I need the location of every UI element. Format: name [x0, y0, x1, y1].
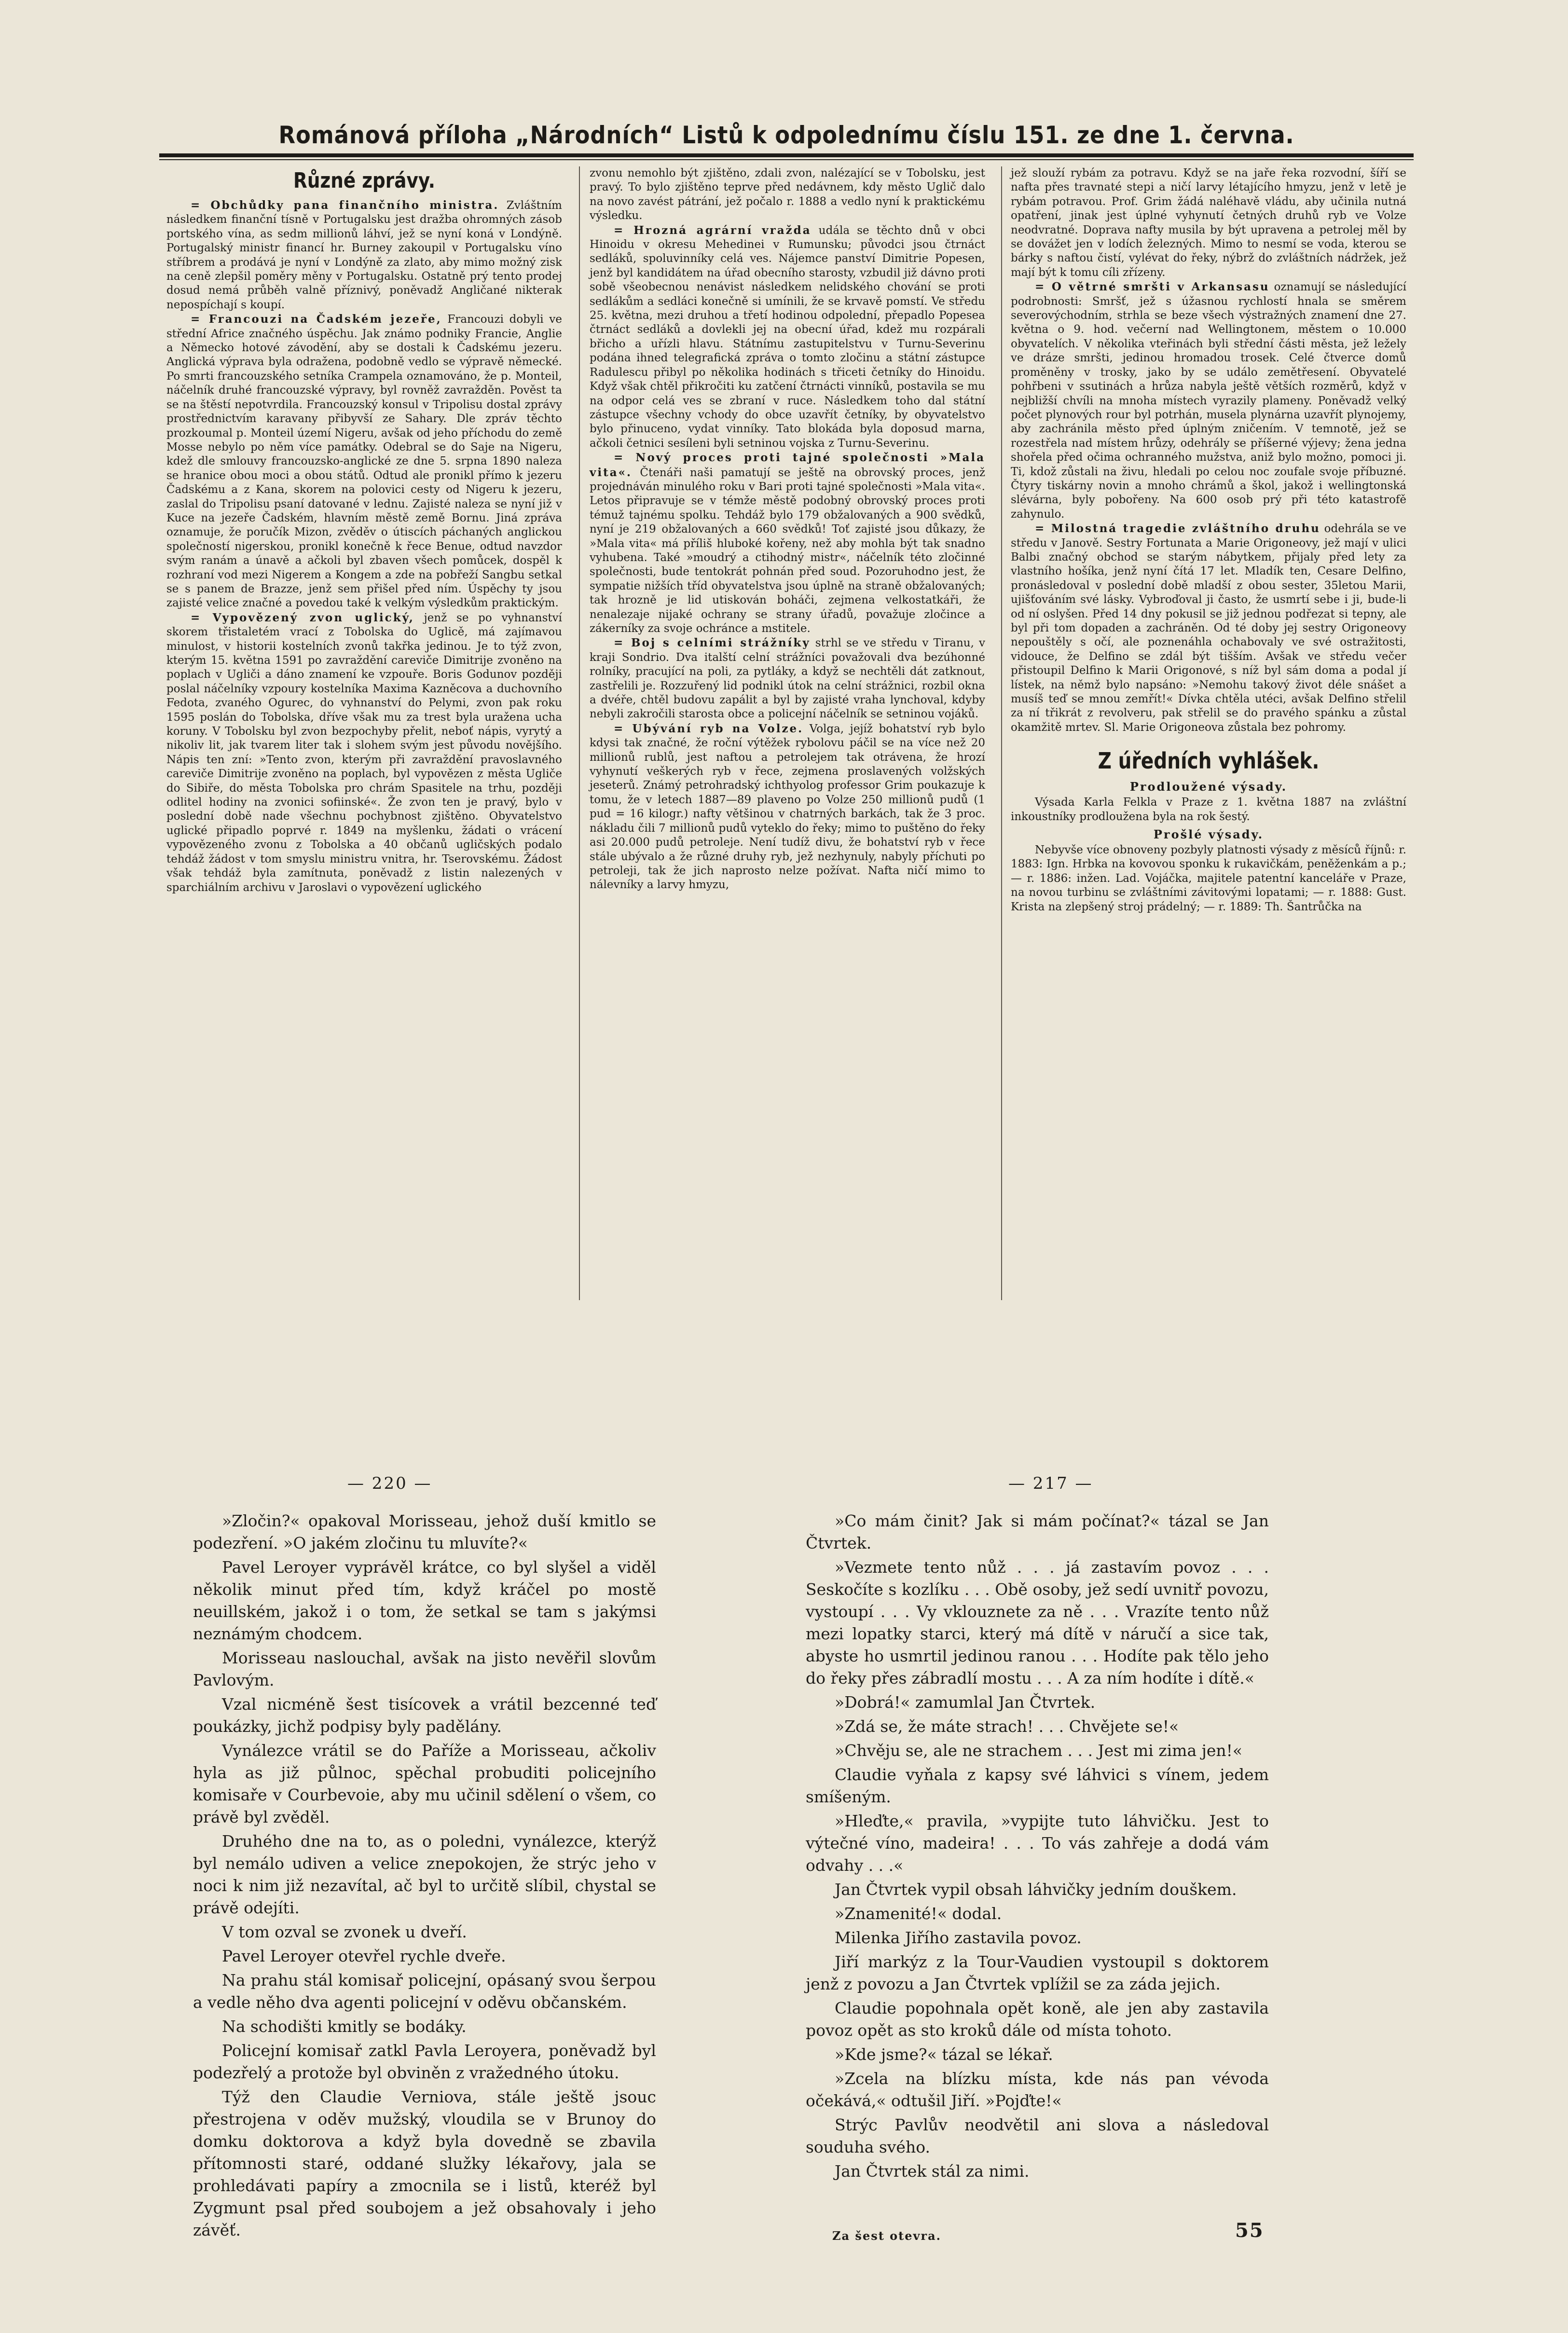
section-title-official: Z úředních vyhlášek.: [1098, 748, 1320, 774]
news-column-2: [590, 166, 985, 1300]
news-item-text: Francouzi dobyli ve střední Africe značného úspěchu. Jak známo podniky Francie, Anglie a Německo hotové závodění, aby se dostali k Čadskému jezeru. Anglická výprava byla odražena, podobně vedlo se výpravě německé. Po smrti francouzského setníka Crampela oznamováno, že p. Monteil, náčelník druhé francouzské výpravy, byl rovněž zavražděn. Pověst ta se na štěstí nepotvrdila. Francouzský konsul v Tripolisu dostal zprávy prostřednictvím karavany přibyvší ze Sahary. Dle zpráv těchto prozkoumal p. Monteil území Nigeru, avšak od jeho příchodu do země Mosse nebylo po něm více památky. Odebral se do Saje na Nigeru, kdež dle smlouvy francouzsko-anglické ze dne 5. srpna 1890 naleza se hranice obou moci a obou států. Odtud ale pronikl přímo k jezeru Čadskému a z Kana, skorem na polovici cesty od Nigeru k jezeru, zaslal do Tripolisu psaní datované v lednu. Zajisté naleza se nyní již v Kuce na jezeře Čadském, hlavním městě země Bornu. Jiná zpráva oznamuje, že poručík Mizon, zvěděv o útiscích páchaných anglickou společností nigerskou, pronikl konečně k řece Benue, odtud navzdor svým ranám a únavě a ačkoli byl zbaven všech pomůcek, dospěl k rozhraní vod mezi Nigerem a Kongem a zde na pobřeží Sangbu setkal se s panem de Brazze, jenž sem přišel před ním. Úspěchy ty jsou zajisté velice značné a povedou také k velkým výsledkům praktickým.: [166, 313, 562, 610]
news-item-heading: = Obchůdky pana finančního ministra.: [191, 199, 499, 212]
sheet-number: 55: [1235, 2219, 1264, 2242]
news-item: [166, 611, 562, 895]
novel-paragraph: Jan Čtvrtek stál za nimi.: [835, 2162, 1030, 2181]
subsection-title: Prošlé výsady.: [1153, 827, 1264, 842]
news-item: [1011, 521, 1406, 735]
news-column-3: [1011, 166, 1406, 1300]
column-divider: [579, 166, 580, 1300]
novel-page-number-right: — 217 —: [1008, 1474, 1093, 1493]
news-item: [590, 636, 985, 721]
masthead: Románová příloha „Národních“ Listů k odpolednímu číslu 151. ze dne 1. června.: [278, 121, 1294, 149]
news-item-heading: = Vypovězený zvon uglický,: [191, 611, 414, 624]
novel-paragraph: Na prahu stál komisař policejní, opásaný svou šerpou a vedle něho dva agenti policejní v oděvu občanském.: [193, 1971, 656, 2012]
news-item-text: udála se těchto dnů v obci Hinoidu v okresu Mehedinei v Rumunsku; původci jsou čtrnáct sedláků, spoluvinníky celá ves. Nájemce panství Dimitrie Popesen, jenž byl kandidátem na úřad obecního starosty, vzbudil již dávno proti sobě všeobecnou nenávist následkem nelidského chování se proti sedlákům a sedláci konečně si umínili, že se krvavě pomstí. Ve středu 25. května, mezi druhou a třetí hodinou odpolední, přepadlo Popesea čtrnáct sedláků a dovlekli jej na obecní úřad, kdež mu rozpárali břicho a uřízli hlavu. Státnímu zastupitelstvu v Turnu-Severinu podána ihned telegrafická zpráva o tomto zločinu a státní zástupce Radulescu přibyl po několika hodinách s třiceti četníky do Hinoidu. Když však chtěl přikročiti ku zatčení čtrnácti vinníků, postavila se mu na odpor celá ves se zbraní v ruce. Následkem toho dal státní zástupce všechny vchody do obce uzavřít četníky, by obyvatelstvo bylo přinuceno, vydat vinníky. Tato blokáda byla doposud marna, ačkoli četnici sesíleni byli setninou vojska z Turnu-Severinu.: [590, 224, 985, 450]
news-item-text: odehrála se ve středu v Janově. Sestry Fortunata a Marie Origoneovy, jež mají v ulici Balbi značný obchod se starým nábytkem, přijaly před lety za vlastního hošíka, jenž nyní čítá 17 let. Mladík ten, Cesare Delfino, pronásledoval v poslední době mladší z obou sester, 35letou Marii, ujišťováním své lásky. Vybroďoval ji často, že usmrtí sebe i ji, bude-li od ní oslyšen. Před 14 dny pokusil se již jednou podřezat si tepny, ale byl při tom dopaden a zachráněn. Od té doby jej sestry Origoneovy nepouštěly s očí, ale poznenáhla ochabovaly ve své ostražitosti, vidouce, že Delfino se zdál být tišším. Avšak ve středu večer přistoupil Delfino k Marii Origonové, s níž byl sám doma a podal jí lístek, na němž bylo napsáno: »Nemohu takový život déle snášet a musíš teď se mnou zemřít!« Dívka chtěla utéci, avšak Delfino střelil za ní třikrát z revolveru, pak střelil se do pravého spánku a zůstal okamžitě mrtev. Sl. Marie Origoneova zůstala bez pohromy.: [1011, 522, 1406, 734]
section-title-news: Různé zprávy.: [293, 168, 435, 193]
news-item-text: Zvláštním následkem finanční tísně v Portugalsku jest dražba ohromných zásob portského vína, as sedm millionů láhví, jež se nyní koná v Londýně. Portugalský ministr financí hr. Burney zakoupil v Portugalsku víno stříbrem a prodává je nyní v Londýně za zlato, aby mimo možný zisk na ceně zlepšil poměry měny v Portugalsku. Ostatně prý tento prodej dosud nemá průběh valně příznivý, poněvadž Angličané nikterak nepospíchají s koupí.: [166, 199, 562, 311]
news-item-text: Čtenáři naši pamatují se ještě na obrovský proces, jenž projednáván minulého roku v Bari proti tajné společnosti »Mala vita«. Letos připravuje se v témže městě podobný obrovský proces proti témuž tajnému spolku. Tehdáž bylo 179 obžalovaných a 900 svědků, nyní je 219 obžalovaných a 660 svědků! Toť zajisté jsou důkazy, že »Mala vita« má příliš hluboké kořeny, než aby mohla být tak snadno vyhubena. Také »moudrý a ctihodný mistr«, náčelník této zločinné společnosti, bude tentokrát pohnán před soud. Pozoruhodno jest, že sympatie nižších tříd obyvatelstva jsou úplně na straně obžalovaných; tak hrozně je lid utiskován boháči, zejmena velkostatkáři, že nenalezaje nijaké ochrany se strany úřadů, považuje zločince a zákerníky za svoje ochránce a mstitele.: [590, 466, 985, 635]
novel-paragraph: »Hleďte,« pravila, »vypijte tuto láhvičku. Jest to výtečné víno, madeira! . . . To vás zahřeje a dodá vám odvahy . . .«: [806, 1812, 1269, 1875]
novel-paragraph: Strýc Pavlův neodvětil ani slova a následoval souduha svého.: [806, 2115, 1269, 2156]
novel-page-number-left: — 220 —: [347, 1474, 432, 1493]
novel-paragraph: Vzal nicméně šest tisícovek a vrátil bezcenné teď poukázky, jichž podpisy byly padělány.: [193, 1695, 656, 1736]
official-notice: Nebyvše více obnoveny pozbyly platnosti výsady z měsíců říjnů: r. 1883: Ign. Hrbka na kovovou sponku k rukavičkám, peněženkám a p.; — r. 1886: inžen. Lad. Vojáčka, majitele patentní kanceláře v Praze, na novou turbinu se zvláštními závitovými lopatami; — r. 1888: Gust. Krista na zlepšený stroj prádelný; — r. 1889: Th. Šantrůčka na: [1011, 844, 1406, 913]
novel-paragraph: Policejní komisař zatkl Pavla Leroyera, poněvadž byl podezřelý a protože byl obviněn z vražedného útoku.: [193, 2041, 656, 2082]
novel-paragraph: »Zdá se, že máte strach! . . . Chvějete se!«: [835, 1717, 1179, 1736]
news-item-text: jež slouží rybám za potravu. Když se na jaře řeka rozvodní, šíří se nafta přes travnaté stepi a ničí larvy létajícího hmyzu, jenž v letě je rybám potravou. Prof. Grim žádá naléhavě vládu, aby učinila nutná opatření, jinak jest úplné vyhynutí četných druhů ryb ve Volze neodvratné. Doprava nafty musila by být upravena a petrolej měl by se dovážet jen v lodích železných. Mimo to nesmí se voda, kterou se bárky s naftou čistí, vylévat do řeky, nýbrž do zvláštních nádržek, jež mají být k tomu cíli zřízeny.: [1011, 167, 1406, 279]
novel-paragraph: Na schodišti kmitly se bodáky.: [222, 2017, 467, 2036]
news-item-text: zvonu nemohlo být zjištěno, zdali zvon, nalézající se v Tobolsku, jest pravý. To bylo zjištěno teprve před nedávnem, kdy město Uglič dalo na novo zavést pátrání, jež počalo r. 1888 a vedlo nyní k praktickému výsledku.: [590, 167, 985, 222]
novel-paragraph: Pavel Leroyer otevřel rychle dveře.: [222, 1947, 506, 1965]
novel-page-right: [806, 1510, 1269, 2219]
news-item-heading: = Hrozná agrární vražda: [614, 223, 812, 237]
news-item: [166, 198, 562, 312]
novel-paragraph: Claudie popohnala opět koně, ale jen aby zastavila povoz opět as sto kroků dále od místa tohoto.: [806, 1999, 1269, 2040]
news-item: [590, 451, 985, 636]
novel-paragraph: »Kde jsme?« tázal se lékař.: [835, 2045, 1053, 2064]
novel-paragraph: Jan Čtvrtek vypil obsah láhvičky jedním douškem.: [835, 1880, 1237, 1899]
news-item-heading: = Nový proces proti tajné společnosti »Mala vita«.: [590, 451, 985, 479]
novel-paragraph: Morisseau naslouchal, avšak na jisto nevěřil slovům Pavlovým.: [193, 1648, 656, 1689]
news-item-text: Volga, jejíž bohatství ryb bylo kdysi tak značné, že roční výtěžek rybolovu páčil se na více než 20 millionů rublů, jest naftou a petrolejem tak otrávena, že hrozí vyhynutí veškerých ryb v řece, zejmena proslavených volžských jeseterů. Známý petrohradský ichthyolog professor Grim poukazuje k tomu, že v letech 1887—89 plaveno po Volze 250 millionů pudů (1 pud = 16 kilogr.) nafty většinou v chatrných barkách, tak že 3 proc. nákladu čili 7 millionů pudů vyteklo do řeky; mimo to puštěno do řeky asi 20.000 pudů petroleje. Není tudíž divu, že bohatství ryb v řece stále ubývalo a že různé druhy ryb, jež nezhynuly, nabyly příchuti po petroleji, tak že jich naprosto nelze požívat. Nafta ničí mimo to nálevníky a larvy hmyzu,: [590, 722, 986, 892]
news-item-text: strhl se ve středu v Tiranu, v kraji Sondrio. Dva italští celní strážníci považovali dva bezúhonné rolníky, pracující na poli, za pytláky, a když se nechtěli dát zatknout, zastřelili je. Rozzuřený lid podnikl útok na celní strážnici, rozbil okna a dvéře, chtěl budovu zapálit a byl by zajisté vraha lynchoval, kdyby nebyli zakročili starosta obce a policejní náčelník se setninou vojáků.: [590, 637, 985, 721]
novel-paragraph: V tom ozval se zvonek u dveří.: [222, 1922, 467, 1941]
novel-paragraph: »Zločin?« opakoval Morisseau, jehož duší kmitlo se podezření. »O jakém zločinu tu mluvíte?«: [193, 1511, 656, 1552]
novel-paragraph: Druhého dne na to, as o poledni, vynálezce, kterýž byl nemálo udiven a velice znepokojen, že strýc jeho v noci k nim již nezavítal, ač byl to určitě slíbil, chystal se právě odejíti.: [193, 1832, 656, 1917]
novel-paragraph: »Co mám činit? Jak si mám počínat?« tázal se Jan Čtvrtek.: [806, 1511, 1269, 1552]
news-item: [590, 223, 985, 451]
novel-paragraph: Pavel Leroyer vyprávěl krátce, co byl slyšel a viděl několik minut před tím, když kráčel po mostě neuillském, jakož i o tom, že setkal se tam s jakýmsi neznámým chodcem.: [193, 1558, 656, 1643]
news-item-text: oznamují se následující podrobnosti: Smršť, jež s úžasnou rychlostí hnala se směrem severovýchodním, strhla se beze všech výstražných znamení dne 27. května o 9. hod. večerní nad Wellingtonem, městem o 10.000 obyvatelích. V několika vteřinách byli střední části města, jež ležely ve dráze smršti, jedinou hromadou trosek. Celé čtverce domů proměněny v trosky, jako by se událo zemětřesení. Obyvatelé pohřbeni v ssutinách a hrůza nabyla ještě větších rozměrů, když v nejbližší chvíli na mnoha místech vyrazily plameny. Poněvadž velký počet plynových rour byl potrhán, musela plynárna uzavřít plynojemy, aby zachránila město před úplným zničením. V temnotě, jež se rozestřela nad místem hrůzy, odehrály se příšerné výjevy; žena jedna shořela před očima ochranného mužstva, aniž bylo možno, pomoci ji. Ti, kdož zůstali na živu, hledali po celou noc zoufale svoje příbuzné. Čtyry tiskárny novin a mnoho chrámů a škol, jakož i wellingtonská slévárna, byly pobořeny. Na 600 osob prý při této katastrofě zahynulo.: [1011, 281, 1406, 521]
novel-paragraph: Claudie vyňala z kapsy své láhvici s vínem, jedem smíšeným.: [806, 1765, 1269, 1806]
novel-paragraph: »Zcela na blízku místa, kde nás pan vévoda očekává,« odtušil Jiří. »Pojďte!«: [806, 2069, 1269, 2110]
column-divider: [1001, 166, 1002, 1300]
subsection-title: Prodloužené výsady.: [1129, 780, 1288, 794]
novel-paragraph: Týž den Claudie Verniova, stále ještě jsouc přestrojena v oděv mužský, vloudila se v Brunoy do domku doktorova a když byla dovedně se zbavila přítomnosti staré, oddané služky lékařovy, jala se prohledávati papíry a zmocnila se i listů, kteréž byl Zygmunt psal před soubojem a jež obsahovaly i jeho závěť.: [193, 2087, 656, 2239]
novel-paragraph: »Chvěju se, ale ne strachem . . . Jest mi zima jen!«: [835, 1741, 1243, 1760]
news-item: [590, 722, 985, 892]
news-item-heading: = Ubývání ryb na Volze.: [614, 722, 804, 735]
masthead-rule-thin: [159, 159, 1414, 160]
news-item-heading: = Francouzi na Čadském jezeře,: [191, 313, 442, 326]
news-item-heading: = O větrné smršti v Arkansasu: [1035, 280, 1270, 294]
news-column-1: [166, 166, 562, 1300]
news-item-continued: [1011, 166, 1406, 280]
masthead-rule: [159, 153, 1414, 157]
novel-paragraph: »Vezmete tento nůž . . . já zastavím povoz . . . Seskočíte s kozlíku . . . Obě osoby, jež sedí uvnitř povozu, vystoupí . . . Vy vklouznete za ně . . . Vrazíte tento nůž mezi lopatky starci, který má dítě v náručí a sice tak, abyste ho usmrtil jedinou ranou . . . Hodíte pak tělo jeho do řeky přes zábradlí mostu . . . A za ním hodíte i dítě.«: [806, 1558, 1269, 1688]
novel-paragraph: Milenka Jiřího zastavila povoz.: [835, 1928, 1082, 1947]
novel-page-left: [193, 1510, 656, 2239]
news-item-text: jenž se po vyhnanství skorem třistaletém vrací z Tobolska do Uglicě, má zajímavou minulost, v historii kostelních zvonů takřka jedinou. Je to týž zvon, kterým 15. května 1591 po zavraždění careviče Dimitrije zvoněno na poplach v Ugliči a dáno znamení ke vzpouře. Boris Godunov později poslal náčelníky vzpoury kostelníka Maxima Kazněcova a duchovního Fedota, zvaného Ogurec, do vyhnanství do Pelymi, zvon pak roku 1595 poslán do Tobolska, dříve však mu za trest byla uražena ucha koruny. V Tobolsku byl zvon bezpochyby přelit, neboť nápis, vyrytý a nikoliv lit, jak tvarem liter tak i slohem svým jest původu novějšího. Nápis ten zní: »Tento zvon, kterým při zavraždění pravoslavného careviče Dimitrije zvoněno na poplach, byl vypovězen z města Ugliče do Sibiře, do města Tobolska pro chrám Spasitele na trhu, později odlitel hodiny na zvonici sofiinské«. Že zvon ten je pravý, bylo v poslední době nade všechnu pochybnost zjištěno. Obyvatelstvo uglické připadlo poprvé r. 1849 na myšlenku, žádati o vrácení vypovězeného zvonu z Tobolska a 40 občanů ugličských podalo tehdáž žádost v tom smyslu ministru vnitra, hr. Tserovskému. Žádost však tehdáž byla zamítnuta, poněvadž z listin nalezených v sparchiálním archivu v Jaroslavi o vypovězení uglického: [166, 611, 563, 894]
novel-paragraph: Jiří markýz z la Tour-Vaudien vystoupil s doktorem jenž z povozu a Jan Čtvrtek vplížil se za záda jejich.: [806, 1952, 1269, 1993]
news-item: [1011, 280, 1406, 521]
novel-paragraph: Vynálezce vrátil se do Paříže a Morisseau, ačkoliv hyla as již půlnoc, spěchal probuditi policejního komisaře v Courbevoie, aby mu učinil sdělení o všem, co právě byl zvěděl.: [193, 1741, 656, 1826]
news-item-continued: [590, 166, 985, 223]
official-notice: Výsada Karla Felkla v Praze z 1. května 1887 na zvláštní inkoustníky prodloužena byla na rok šestý.: [1011, 796, 1406, 823]
news-item-heading: = Boj s celními strážníky: [614, 636, 811, 650]
printer-signature: Za šest otevra.: [832, 2229, 942, 2243]
news-item-heading: = Milostná tragedie zvláštního druhu: [1035, 522, 1320, 535]
novel-paragraph: »Znamenité!« dodal.: [835, 1904, 1002, 1923]
news-item: [166, 312, 562, 611]
novel-paragraph: »Dobrá!« zamumlal Jan Čtvrtek.: [835, 1693, 1096, 1712]
